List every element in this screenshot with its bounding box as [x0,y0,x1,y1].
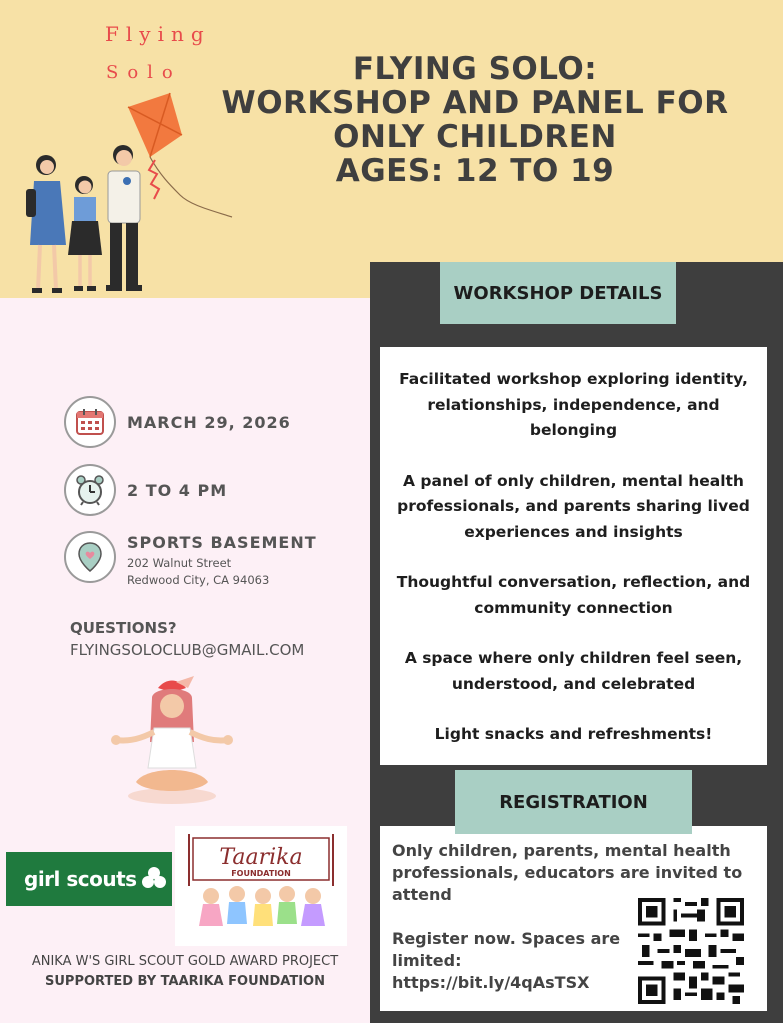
footer-credits [0,952,370,992]
questions-block [70,617,304,661]
footer-line-supporter: SUPPORTED BY TAARIKA FOUNDATION [45,974,325,989]
workshop-details-card [380,347,767,765]
registration-link[interactable]: https://bit.ly/4qAsTSX [392,973,590,992]
workshop-item: A panel of only children, mental health professionals, and parents sharing lived experiences and insights [397,471,750,541]
workshop-item: A space where only children feel seen, understood, and celebrated [404,649,743,693]
qr-code-icon[interactable] [634,894,748,1008]
event-location [127,531,317,589]
registration-register-text: Register now. Spaces are limited: [392,929,621,970]
taarika-foundation-text: FOUNDATION [231,869,291,878]
title-line: ONLY CHILDREN [333,119,617,155]
meditating-girl-illustration [106,676,238,808]
event-location-row [64,531,317,589]
child-figure [68,176,102,291]
logo-text-flying: Flying [105,22,211,46]
workshop-item: Facilitated workshop exploring identity, relationships, independence, and belonging [399,370,748,439]
registration-invite: Only children, parents, mental health professionals, educators are invited to attend [392,841,743,904]
event-date-row [64,396,291,448]
title-line: AGES: 12 TO 19 [335,153,615,189]
alarm-clock-icon [64,464,116,516]
mother-figure [26,155,66,293]
footer-line-project: ANIKA W'S GIRL SCOUT GOLD AWARD PROJECT [31,954,339,969]
title-line: FLYING SOLO: [352,51,598,87]
children-holding-banner [199,886,325,926]
registration-heading: REGISTRATION [455,770,692,834]
taarika-logo-graphic [175,826,347,946]
taarika-name: Taarika [219,845,303,870]
girl-scouts-text: girl scouts [24,867,137,891]
event-city: Redwood City, CA 94063 [127,573,270,587]
logo-text-solo: Solo [106,62,182,83]
event-venue: SPORTS BASEMENT [127,533,317,552]
workshop-item: Light snacks and refreshments! [434,725,713,743]
event-time: 2 TO 4 PM [127,480,228,500]
questions-label: QUESTIONS? [70,619,177,637]
event-street: 202 Walnut Street [127,556,232,570]
contact-email[interactable]: FLYINGSOLOCLUB@GMAIL.COM [70,641,305,659]
girl-scouts-logo [6,852,172,906]
event-time-row [64,464,227,516]
calendar-icon [64,396,116,448]
page-title [190,52,760,188]
title-line: WORKSHOP AND PANEL FOR [221,85,729,121]
workshop-details-heading: WORKSHOP DETAILS [440,262,676,324]
trefoil-icon [141,866,167,892]
taarika-foundation-logo [175,826,347,946]
father-figure [106,145,142,291]
registration-instructions [392,928,632,994]
event-date: MARCH 29, 2026 [127,412,291,432]
registration-card [380,826,767,1011]
workshop-item: Thoughtful conversation, reflection, and community connection [396,573,751,617]
location-pin-icon [64,531,116,583]
